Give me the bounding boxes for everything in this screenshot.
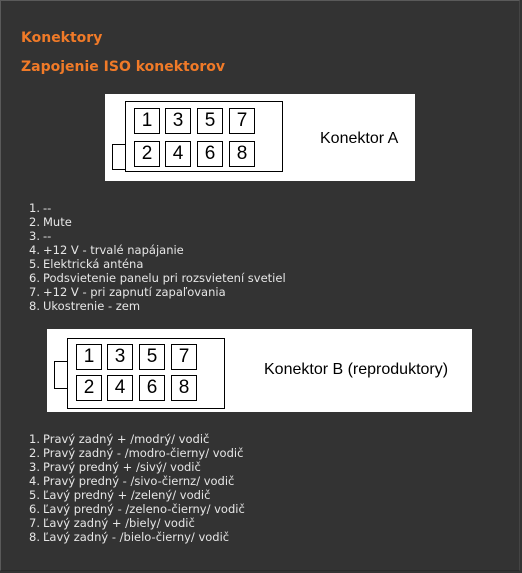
list-item: 2. Pravý zadný - /modro-čierny/ vodič bbox=[29, 446, 244, 460]
list-item: 6. Ľavý predný - /zeleno-čierny/ vodič bbox=[29, 502, 245, 516]
connector-b-pin: 5 bbox=[139, 344, 165, 370]
connector-b-pin: 6 bbox=[139, 375, 165, 401]
page-subtitle: Zapojenie ISO konektorov bbox=[21, 59, 226, 75]
list-item: 4. +12 V - trvalé napájanie bbox=[29, 243, 184, 257]
list-item: 3. Pravý predný + /sivý/ vodič bbox=[29, 460, 201, 474]
connector-b-diagram bbox=[47, 329, 472, 412]
connector-a-pin: 2 bbox=[134, 141, 160, 167]
list-item: 7. Ľavý zadný + /biely/ vodič bbox=[29, 516, 195, 530]
connector-b-key-tab bbox=[54, 361, 68, 389]
connector-b-pin: 4 bbox=[107, 375, 133, 401]
connector-b-pin: 3 bbox=[107, 344, 133, 370]
connector-a-pin: 5 bbox=[197, 108, 223, 134]
connector-b-pin: 8 bbox=[171, 375, 197, 401]
connector-b-pin-list bbox=[20, 432, 245, 544]
page-title: Konektory bbox=[21, 30, 103, 46]
list-item: 1. Pravý zadný + /modrý/ vodič bbox=[29, 432, 210, 446]
connector-a-pin: 3 bbox=[165, 108, 191, 134]
list-item: 5. Ľavý predný + /zelený/ vodič bbox=[29, 488, 211, 502]
list-item: 1. -- bbox=[29, 201, 52, 215]
connector-b-pin: 2 bbox=[76, 375, 102, 401]
connector-a-pin: 4 bbox=[165, 141, 191, 167]
connector-a-key-tab bbox=[112, 144, 126, 170]
list-item: 2. Mute bbox=[29, 215, 72, 229]
connector-a-diagram bbox=[105, 94, 415, 181]
list-item: 6. Podsvietenie panelu pri rozsvietení svetiel bbox=[29, 271, 286, 285]
list-item: 7. +12 V - pri zapnutí zapaľovania bbox=[29, 285, 226, 299]
connector-a-pin: 1 bbox=[134, 108, 160, 134]
list-item: 3. -- bbox=[29, 229, 52, 243]
connector-b-pin: 7 bbox=[171, 344, 197, 370]
connector-a-pin: 6 bbox=[197, 141, 223, 167]
connector-a-pin: 7 bbox=[229, 108, 255, 134]
list-item: 8. Ľavý zadný - /bielo-čierny/ vodič bbox=[29, 530, 230, 544]
list-item: 5. Elektrická anténa bbox=[29, 257, 144, 271]
connector-a-pin: 8 bbox=[229, 141, 255, 167]
list-item: 8. Ukostrenie - zem bbox=[29, 299, 141, 313]
connector-a-pin-list bbox=[20, 201, 286, 313]
connector-b-pin: 1 bbox=[76, 344, 102, 370]
connector-b-caption: Konektor B (reproduktory) bbox=[264, 361, 449, 378]
list-item: 4. Pravý predný - /sivo-čiernz/ vodič bbox=[29, 474, 235, 488]
connector-a-caption: Konektor A bbox=[320, 130, 399, 147]
